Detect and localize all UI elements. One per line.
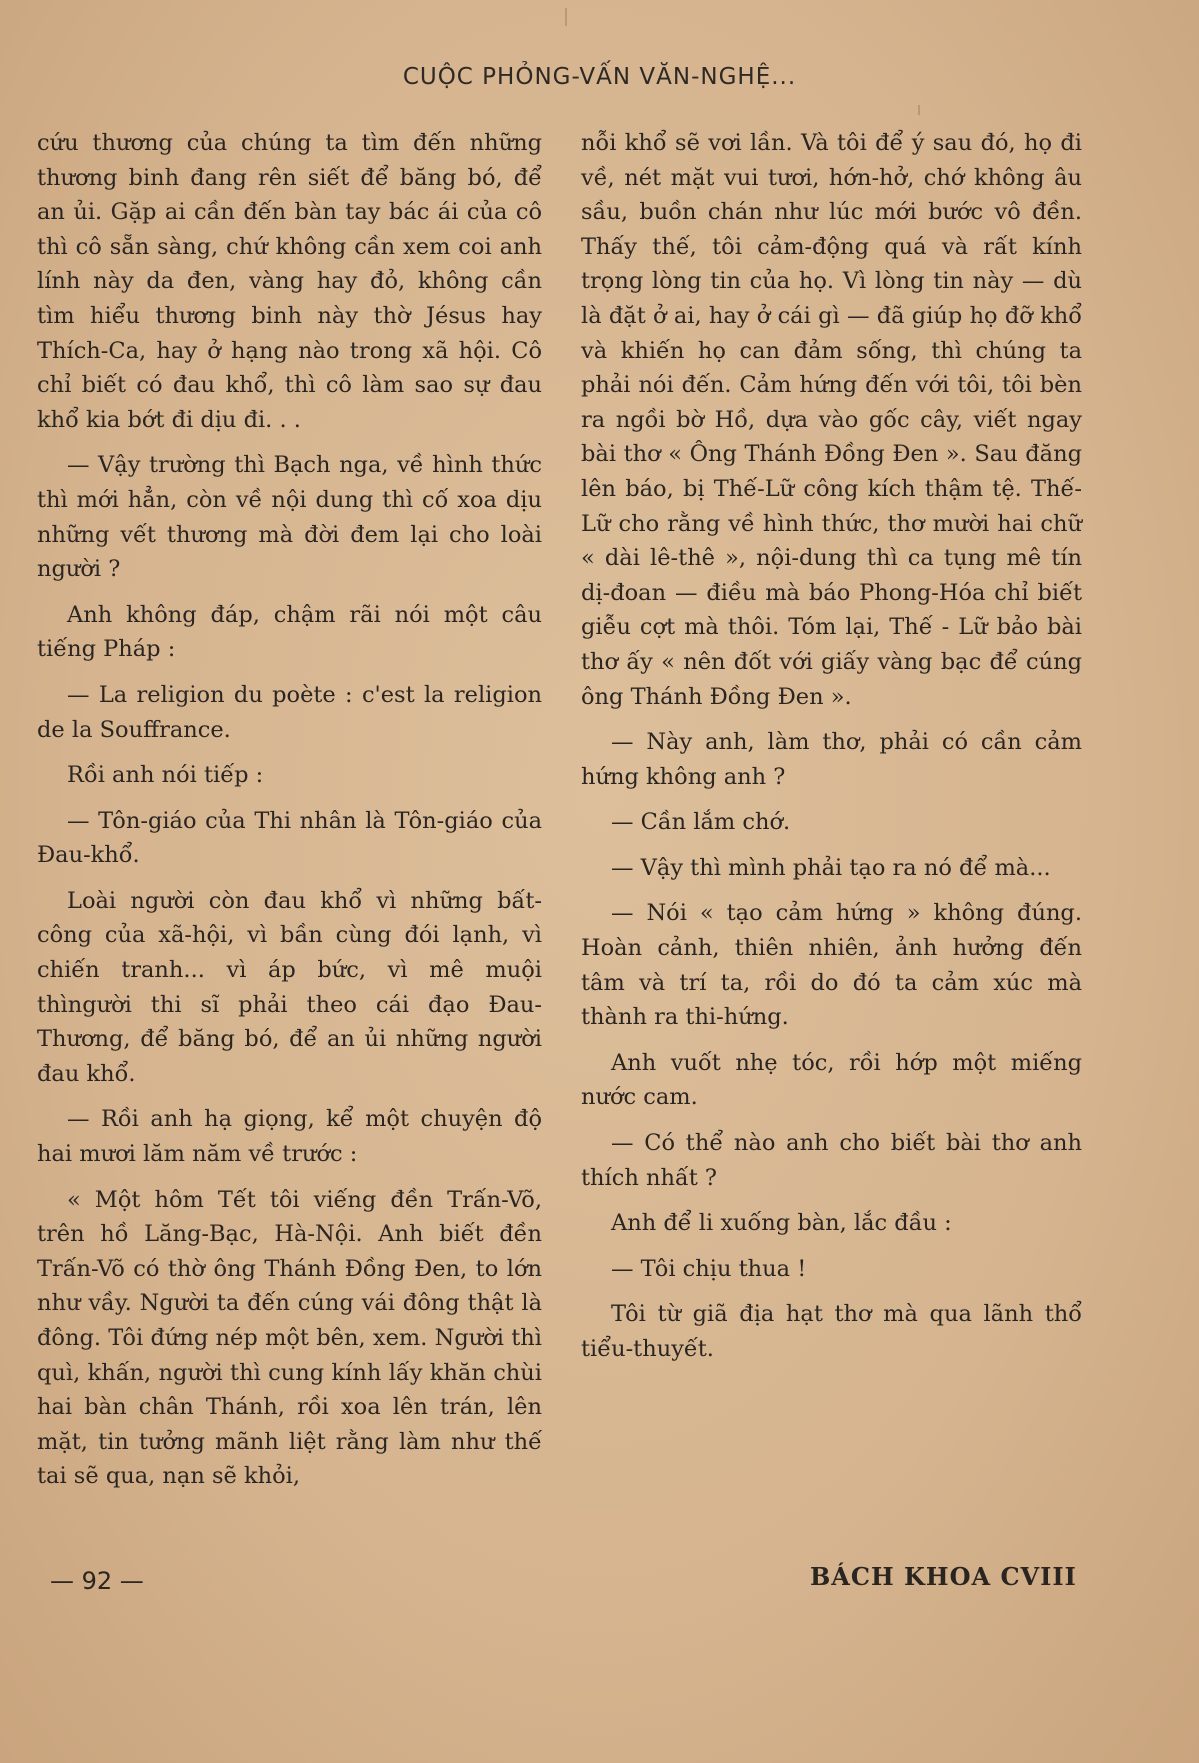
paragraph: Loài người còn đau khổ vì những bất-công của xã-hội, vì bần cùng đói lạnh, vì chiến tranh... vì áp bức, vì mê muội thìngười thi sĩ phải theo cái đạo Đau-Thương, để băng bó, để an ủi những người đau khổ. bbox=[37, 887, 542, 1087]
paper-speck bbox=[565, 8, 567, 26]
paragraph: — Vậy trường thì Bạch nga, về hình thức thì mới hẳn, còn về nội dung thì cố xoa dịu những vết thương mà đời đem lại cho loài người ? bbox=[37, 452, 542, 583]
paragraph: — Rồi anh hạ giọng, kể một chuyện độ hai mươi lăm năm về trước : bbox=[37, 1106, 542, 1168]
paper-speck bbox=[918, 105, 920, 115]
paragraph: Tôi từ giã địa hạt thơ mà qua lãnh thổ tiểu-thuyết. bbox=[581, 1301, 1082, 1362]
paragraph: cứu thương của chúng ta tìm đến những thương binh đang rên siết để băng bó, để an ủi. Gặp ai cần đến bàn tay bác ái của cô thì cô sẵn sàng, chứ không cần xem coi anh lính này da đen, vàng hay đỏ, không cần tìm hiểu thương binh này thờ Jésus hay Thích-Ca, hay ở hạng nào trong xã hội. Cô chỉ biết có đau khổ, thì cô làm sao sự đau khổ kia bớt đi dịu đi. . . bbox=[37, 130, 542, 433]
page-number: — 92 — bbox=[50, 1567, 144, 1595]
paragraph: — Tôn-giáo của Thi nhân là Tôn-giáo của Đau-khổ. bbox=[37, 807, 542, 869]
left-column bbox=[37, 126, 542, 1505]
paragraph: — Nói « tạo cảm hứng » không đúng. Hoàn cảnh, thiên nhiên, ảnh hưởng đến tâm và trí ta, rồi do đó ta cảm xúc mà thành ra thi-hứng. bbox=[581, 900, 1082, 1031]
paragraph: Anh vuốt nhẹ tóc, rồi hớp một miếng nước cam. bbox=[581, 1049, 1082, 1111]
paragraph: — Cần lắm chớ. bbox=[611, 809, 791, 836]
paragraph: — Vậy thì mình phải tạo ra nó để mà... bbox=[611, 854, 1051, 881]
paragraph: — Có thể nào anh cho biết bài thơ anh thích nhất ? bbox=[581, 1130, 1082, 1191]
paragraph: — La religion du poète : c'est la religion de la Souffrance. bbox=[37, 681, 542, 743]
paragraph: nỗi khổ sẽ vơi lần. Và tôi để ý sau đó, họ đi về, nét mặt vui tươi, hớn-hở, chớ không âu sầu, buồn chán như lúc mới bước vô đền. Thấy thế, tôi cảm-động quá và rất kính trọng lòng tin của họ. Vì lòng tin này — dù là đặt ở ai, hay ở cái gì — đã giúp họ đỡ khổ và khiến họ can đảm sống, thì chúng ta phải nói đến. Cảm hứng đến với tôi, tôi bèn ra ngồi bờ Hồ, dựa vào gốc cây, viết ngay bài thơ « Ông Thánh Đồng Đen ». Sau đăng lên báo, bị Thế-Lữ công kích thậm tệ. Thế-Lữ cho rằng về hình thức, thơ mười hai chữ « dài lê-thê », nội-dung thì ca tụng mê tín dị-đoan — điều mà báo Phong-Hóa chỉ biết giễu cợt mà thôi. Tóm lại, Thế - Lữ bảo bài thơ ấy « nên đốt với giấy vàng bạc để cúng ông Thánh Đồng Đen ». bbox=[581, 130, 1082, 710]
journal-name: BÁCH KHOA CVIII bbox=[810, 1562, 1077, 1591]
paragraph: Anh không đáp, chậm rãi nói một câu tiếng Pháp : bbox=[37, 601, 542, 663]
right-column bbox=[581, 126, 1082, 1378]
running-header: CUỘC PHỎNG-VẤN VĂN-NGHỆ... bbox=[402, 64, 797, 90]
paragraph: — Này anh, làm thơ, phải có cần cảm hứng không anh ? bbox=[581, 729, 1082, 790]
paragraph: Rồi anh nói tiếp : bbox=[67, 762, 264, 789]
paragraph: — Tôi chịu thua ! bbox=[611, 1255, 807, 1282]
paragraph: Anh để li xuống bàn, lắc đầu : bbox=[611, 1210, 952, 1237]
paragraph: « Một hôm Tết tôi viếng đền Trấn-Võ, trên hồ Lăng-Bạc, Hà-Nội. Anh biết đền Trấn-Võ có thờ ông Thánh Đồng Đen, to lớn như vầy. Người ta đến cúng vái đông thật là đông. Tôi đứng nép một bên, xem. Người thì quì, khấn, người thì cung kính lấy khăn chùi hai bàn chân Thánh, rồi xoa lên trán, lên mặt, tin tưởng mãnh liệt rằng làm như thế tai sẽ qua, nạn sẽ khỏi, bbox=[37, 1186, 542, 1490]
